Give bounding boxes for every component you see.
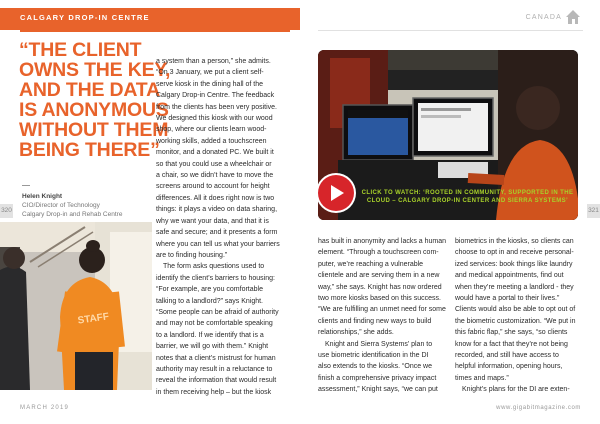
text-line: Clients would also be able to opt out of — [455, 306, 576, 314]
body-column-1 — [156, 56, 296, 398]
text-line: serve kiosk in the dining hall of the — [156, 80, 264, 88]
pull-quote — [19, 39, 171, 161]
play-video-button[interactable] — [318, 175, 354, 211]
text-line: shop, where our clients learn wood- — [156, 126, 267, 134]
text-line: “On 3 January, we put a client self- — [156, 69, 264, 77]
text-line: reveal the information that would result — [156, 377, 277, 385]
pull-quote-line: “THE CLIENT — [19, 39, 142, 61]
attribution-title: CIO/Director of Technology — [22, 202, 100, 209]
home-icon[interactable] — [565, 9, 581, 25]
text-line: clients and finding new ways to build — [318, 317, 432, 325]
video-caption-line[interactable]: CLICK TO WATCH: ‘ROOTED IN COMMUNITY, SUPPORTED IN THE — [361, 190, 574, 196]
text-line: “For example, are you comfortable — [156, 286, 263, 294]
text-line: recorded, and still have access to — [455, 352, 559, 360]
text-line: why we want your data, and that it is — [156, 217, 269, 225]
text-line: safe and secure; and it presents a form — [156, 229, 278, 237]
text-line: times and maps.” — [455, 374, 509, 382]
header-rule-right — [318, 30, 583, 31]
text-line: choose to opt in and receive personal- — [455, 249, 574, 257]
text-line: use biometric identification in the DI — [318, 352, 429, 360]
country-header — [300, 8, 600, 30]
text-line: The form asks questions used to — [163, 263, 265, 271]
shirt-staff-text: STAFF — [77, 311, 110, 327]
text-line: where you can tell us what your barriers — [156, 240, 280, 248]
text-line: relationships,” she adds. — [318, 329, 394, 337]
text-line: also extends to the kiosks. “Once we — [318, 363, 432, 371]
page-number-left: 320 — [0, 204, 13, 218]
pull-quote-line: BEING THERE” — [19, 139, 160, 161]
pull-quote-line: WITHOUT THEM — [19, 119, 169, 141]
text-line: are to finding housing.” — [156, 251, 228, 259]
header-rule-left — [20, 30, 290, 32]
text-line: finish a comprehensive privacy impact — [318, 374, 437, 382]
text-line: the biometric customization. “We put in — [455, 317, 576, 325]
text-line: notes that a client’s mistrust for human — [156, 354, 276, 362]
text-line: clientele and are serving them in a new — [318, 272, 440, 280]
attribution-org: Calgary Drop-in and Rehab Centre — [22, 211, 123, 218]
text-line: assessment,” Knight says, “we can put — [318, 386, 438, 394]
text-line: Calgary Drop-in Centre. The feedback — [156, 92, 275, 100]
text-line: We designed this kiosk with our wood — [156, 115, 273, 123]
text-line: and may not be comfortable speaking — [156, 320, 273, 328]
country-label: CANADA — [525, 14, 562, 21]
text-line: differences. All it does right now is two — [156, 194, 275, 202]
text-line: Knight and Sierra Systems’ plan to — [325, 340, 433, 348]
text-line: from the clients has been very positive. — [156, 103, 278, 111]
text-line: identify the client’s barriers to housing: — [156, 274, 275, 282]
text-line: a chair, so we didn’t have to move the — [156, 172, 274, 180]
text-line: talking to a landlord?” says Knight. — [156, 297, 264, 305]
text-line: would have a portal to their lives.” — [455, 295, 560, 303]
body-column-3 — [455, 236, 583, 396]
kiosk-staff-photo — [0, 222, 152, 390]
text-line: Knight’s plans for the DI are exten- — [462, 386, 570, 394]
text-line: “Some people can be afraid of authority — [156, 308, 279, 316]
text-line: a system than a person,” she admits. — [156, 58, 271, 65]
pull-quote-line: AND THE DATA — [19, 79, 160, 101]
quote-attribution — [22, 185, 142, 219]
text-line: biometrics in the kiosks, so clients can — [455, 238, 574, 245]
text-line: element. “Through a touchscreen com- — [318, 249, 439, 257]
text-line: has built in anonymity and lacks a human — [318, 238, 447, 245]
body-column-2 — [318, 236, 447, 396]
text-line: monitor, and a donated PC. We built it — [156, 149, 274, 157]
video-caption[interactable] — [360, 189, 575, 205]
video-caption-line[interactable]: CLOUD – CALGARY DROP-IN CENTER AND SIERRA SYSTEMS’ — [366, 198, 569, 204]
text-line: and medical appointments, find out — [455, 272, 564, 280]
section-header-bar — [0, 8, 300, 30]
text-line: authority may result in a reluctance to — [156, 365, 273, 373]
text-line: when they’re meeting a landlord - they — [455, 283, 574, 291]
text-line: so that you could use a wheelchair or — [156, 160, 272, 168]
text-line: “We are fulfilling an unmet need for some — [318, 306, 446, 314]
text-line: two more kiosks based on this success. — [318, 295, 441, 303]
text-line: to a landlord. If we identify that is a — [156, 331, 264, 339]
text-line: helpful information, opening hours, — [455, 363, 563, 371]
page-number-right: 321 — [587, 204, 600, 218]
text-line: screens around to account for height — [156, 183, 270, 191]
text-line: barrier, we will go with them.” Knight — [156, 343, 269, 351]
issue-date: MARCH 2019 — [20, 405, 70, 411]
attribution-dash — [22, 185, 30, 186]
text-line: working skills, added a touchscreen — [156, 137, 267, 145]
website-link[interactable]: www.gigabitmagazine.com — [496, 405, 581, 411]
pull-quote-line: IS ANONYMOUS — [19, 99, 169, 121]
text-line: puter, we’re reaching a vulnerable — [318, 260, 424, 268]
pull-quote-line: OWNS THE KEY, — [19, 59, 171, 81]
attribution-name: Helen Knight — [22, 193, 63, 200]
text-line: know for a fact that they’re not being — [455, 340, 568, 348]
text-line: things: it plays a video on data sharing, — [156, 206, 278, 214]
text-line: ized services: book things like laundry — [455, 260, 573, 268]
text-line: this fabric flap,” she says, “so clients — [455, 329, 568, 337]
text-line: in them receiving help – but the kiosk — [156, 388, 272, 396]
section-title: CALGARY DROP-IN CENTRE — [20, 13, 150, 22]
text-line: way,” she says. Knight has now ordered — [318, 283, 442, 291]
